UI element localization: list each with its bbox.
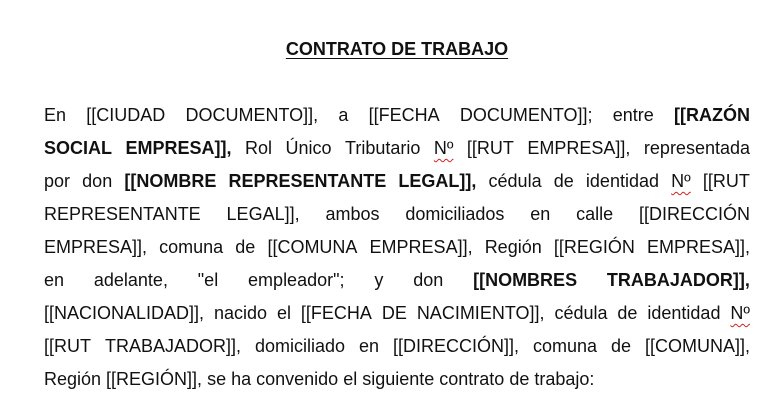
word: [[REGIÓN]], <box>106 369 203 389</box>
word: calle <box>576 204 614 224</box>
word: comuna <box>159 237 224 257</box>
word: Único <box>285 138 332 158</box>
word: de <box>553 171 574 191</box>
word: [[NACIONALIDAD]], <box>44 303 205 323</box>
word: don <box>413 270 444 290</box>
word: [[COMUNA]], <box>644 336 750 356</box>
contract-paragraph <box>44 100 750 397</box>
word: cédula <box>488 171 542 191</box>
paragraph-line <box>44 166 750 199</box>
paragraph-line <box>44 331 750 364</box>
word: adelante, <box>93 270 168 290</box>
word: contrato <box>439 369 505 389</box>
bold-word: [[RAZÓN <box>673 105 750 125</box>
word: DOCUMENTO]]; <box>459 105 593 125</box>
word: ha <box>231 369 252 389</box>
paragraph-line <box>44 298 750 331</box>
word: [[FECHA <box>300 303 372 323</box>
word: Rol <box>245 138 273 158</box>
word: Región <box>484 237 542 257</box>
word: cédula <box>554 303 608 323</box>
word: LEGAL]], <box>226 204 300 224</box>
word: convenido <box>256 369 339 389</box>
word: de <box>610 336 632 356</box>
word: [[DIRECCIÓN]], <box>392 336 519 356</box>
word: [[CIUDAD <box>86 105 166 125</box>
spellcheck-flagged-word: Nº <box>730 303 750 323</box>
bold-word: TRABAJADOR]], <box>606 270 750 290</box>
bold-word: REPRESENTANTE <box>228 171 387 191</box>
word: empleador"; <box>248 270 345 290</box>
word: Tributario <box>345 138 421 158</box>
bold-word: SOCIAL <box>44 138 113 158</box>
paragraph-line <box>44 100 750 133</box>
word: EMPRESA]], <box>527 138 631 158</box>
bold-word: [[NOMBRES <box>473 270 578 290</box>
word: se <box>207 369 227 389</box>
word: [[RUT <box>466 138 514 158</box>
word: DE <box>381 303 407 323</box>
paragraph-line <box>44 232 750 265</box>
word: el <box>276 303 291 323</box>
word: siguiente <box>362 369 435 389</box>
word: DOCUMENTO]], <box>185 105 319 125</box>
paragraph-line <box>44 133 750 166</box>
word: nacido <box>213 303 268 323</box>
spellcheck-flagged-word: Nº <box>433 138 454 158</box>
word: y <box>374 270 384 290</box>
word: de <box>235 237 256 257</box>
word: entre <box>612 105 654 125</box>
word: EMPRESA]], <box>44 237 148 257</box>
word: identidad <box>585 171 659 191</box>
word: EMPRESA]], <box>646 237 750 257</box>
word: por <box>44 171 71 191</box>
word: "el <box>197 270 219 290</box>
word: domiciliados <box>405 204 505 224</box>
bold-word: EMPRESA]], <box>125 138 232 158</box>
word: el <box>343 369 358 389</box>
paragraph-line <box>44 199 750 232</box>
word: de <box>617 303 638 323</box>
word: en <box>44 270 65 290</box>
word: [[DIRECCIÓN <box>638 204 750 224</box>
word: comuna <box>532 336 598 356</box>
word: trabajo: <box>534 369 595 389</box>
paragraph-line <box>44 364 750 397</box>
bold-word: LEGAL]], <box>398 171 477 191</box>
word: TRABAJADOR]], <box>104 336 241 356</box>
document-title: CONTRATO DE TRABAJO <box>285 39 509 59</box>
word: de <box>509 369 530 389</box>
word: Región <box>44 369 102 389</box>
word: a <box>338 105 349 125</box>
word: domiciliado <box>254 336 346 356</box>
word: NACIMIENTO]], <box>416 303 545 323</box>
word: [[RUT <box>702 171 750 191</box>
word: [[FECHA <box>368 105 440 125</box>
word: En <box>44 105 67 125</box>
bold-word: [[NOMBRE <box>124 171 217 191</box>
word: REPRESENTANTE <box>44 204 201 224</box>
word: identidad <box>647 303 721 323</box>
word: ambos <box>325 204 380 224</box>
word: [[COMUNA <box>267 237 358 257</box>
spellcheck-flagged-word: Nº <box>671 171 691 191</box>
word: en <box>530 204 551 224</box>
word: en <box>358 336 380 356</box>
paragraph-line <box>44 265 750 298</box>
word: [[REGIÓN <box>553 237 635 257</box>
word: EMPRESA]], <box>369 237 473 257</box>
word: [[RUT <box>44 336 91 356</box>
word: representada <box>643 138 750 158</box>
word: don <box>82 171 113 191</box>
